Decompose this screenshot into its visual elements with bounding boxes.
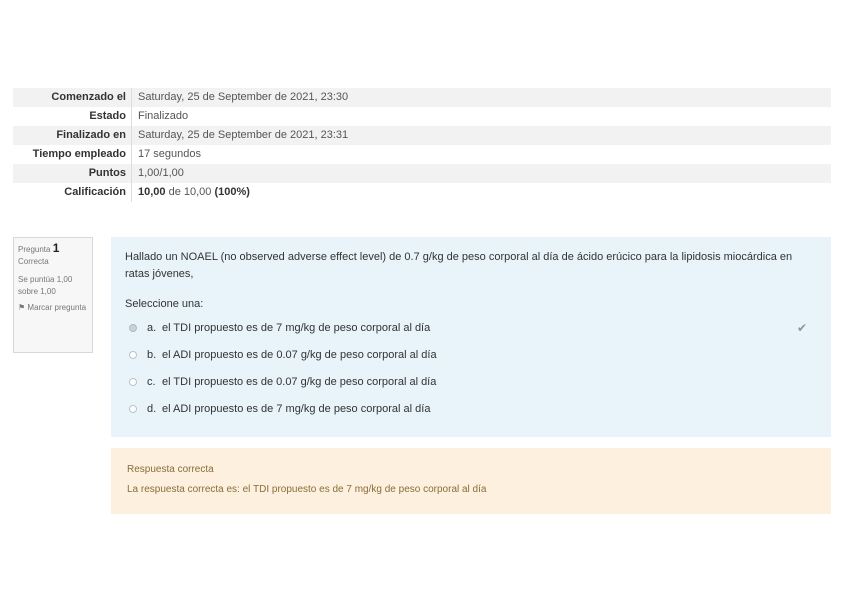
summary-value: 17 segundos bbox=[132, 145, 832, 164]
grade-of: de 10,00 bbox=[165, 186, 215, 198]
summary-label: Finalizado en bbox=[13, 126, 132, 145]
summary-label: Comenzado el bbox=[13, 88, 132, 107]
summary-label: Puntos bbox=[13, 164, 132, 183]
grade-percent: (100%) bbox=[214, 186, 250, 198]
answer-option-c[interactable] bbox=[125, 368, 817, 395]
option-text: el ADI propuesto es de 0.07 g/kg de peso corporal al día bbox=[162, 348, 437, 361]
option-letter: b. bbox=[147, 348, 157, 361]
question-info bbox=[13, 237, 93, 353]
summary-value bbox=[132, 183, 832, 202]
feedback-title: Respuesta correcta bbox=[127, 464, 214, 475]
option-text: el TDI propuesto es de 7 mg/kg de peso corporal al día bbox=[162, 321, 431, 334]
flag-question-link[interactable] bbox=[18, 302, 88, 314]
check-icon: ✔ bbox=[796, 321, 807, 335]
summary-label: Calificación bbox=[13, 183, 132, 202]
summary-row-points bbox=[13, 164, 831, 183]
summary-row-time bbox=[13, 145, 831, 164]
summary-value: Finalizado bbox=[132, 107, 832, 126]
feedback-correct-answer: La respuesta correcta es: el TDI propuesto es de 7 mg/kg de peso corporal al día bbox=[127, 484, 487, 495]
radio-button[interactable] bbox=[129, 378, 137, 386]
summary-row-finished bbox=[13, 126, 831, 145]
question-formulation bbox=[111, 237, 831, 437]
question-number-value: 1 bbox=[52, 241, 60, 255]
question-grade: Se puntúa 1,00 sobre 1,00 bbox=[18, 275, 73, 296]
summary-row-started bbox=[13, 88, 831, 107]
answer-option-d[interactable] bbox=[125, 395, 817, 422]
question-number bbox=[18, 242, 88, 256]
summary-value: Saturday, 25 de September de 2021, 23:30 bbox=[132, 88, 832, 107]
option-text: el TDI propuesto es de 0.07 g/kg de peso corporal al día bbox=[162, 375, 437, 388]
answer-prompt: Seleccione una: bbox=[125, 298, 204, 310]
answer-option-b[interactable] bbox=[125, 341, 817, 368]
quiz-summary-table bbox=[13, 88, 831, 202]
question-text: Hallado un NOAEL (no observed adverse effect level) de 0.7 g/kg de peso corporal al día de ácido erúcico para la lipidosis miocárdica en ratas jóvenes, bbox=[125, 251, 793, 280]
flag-question-label: Marcar pregunta bbox=[27, 303, 87, 312]
radio-button[interactable] bbox=[129, 405, 137, 413]
feedback-box bbox=[111, 448, 831, 514]
option-text: el ADI propuesto es de 7 mg/kg de peso corporal al día bbox=[162, 402, 431, 415]
answer-list bbox=[125, 314, 817, 422]
question-prefix: Pregunta bbox=[18, 245, 51, 254]
option-letter: c. bbox=[147, 375, 156, 388]
radio-button[interactable] bbox=[129, 351, 137, 359]
summary-value: 1,00/1,00 bbox=[132, 164, 832, 183]
radio-button[interactable] bbox=[129, 324, 137, 332]
summary-value: Saturday, 25 de September de 2021, 23:31 bbox=[132, 126, 832, 145]
option-letter: d. bbox=[147, 402, 157, 415]
summary-label: Estado bbox=[13, 107, 132, 126]
summary-label: Tiempo empleado bbox=[13, 145, 132, 164]
summary-row-state bbox=[13, 107, 831, 126]
summary-row-grade bbox=[13, 183, 831, 202]
flag-icon: ⚑ bbox=[18, 303, 26, 312]
answer-option-a[interactable] bbox=[125, 314, 817, 341]
question-state: Correcta bbox=[18, 257, 49, 266]
grade-value: 10,00 bbox=[138, 186, 166, 198]
option-letter: a. bbox=[147, 321, 157, 334]
